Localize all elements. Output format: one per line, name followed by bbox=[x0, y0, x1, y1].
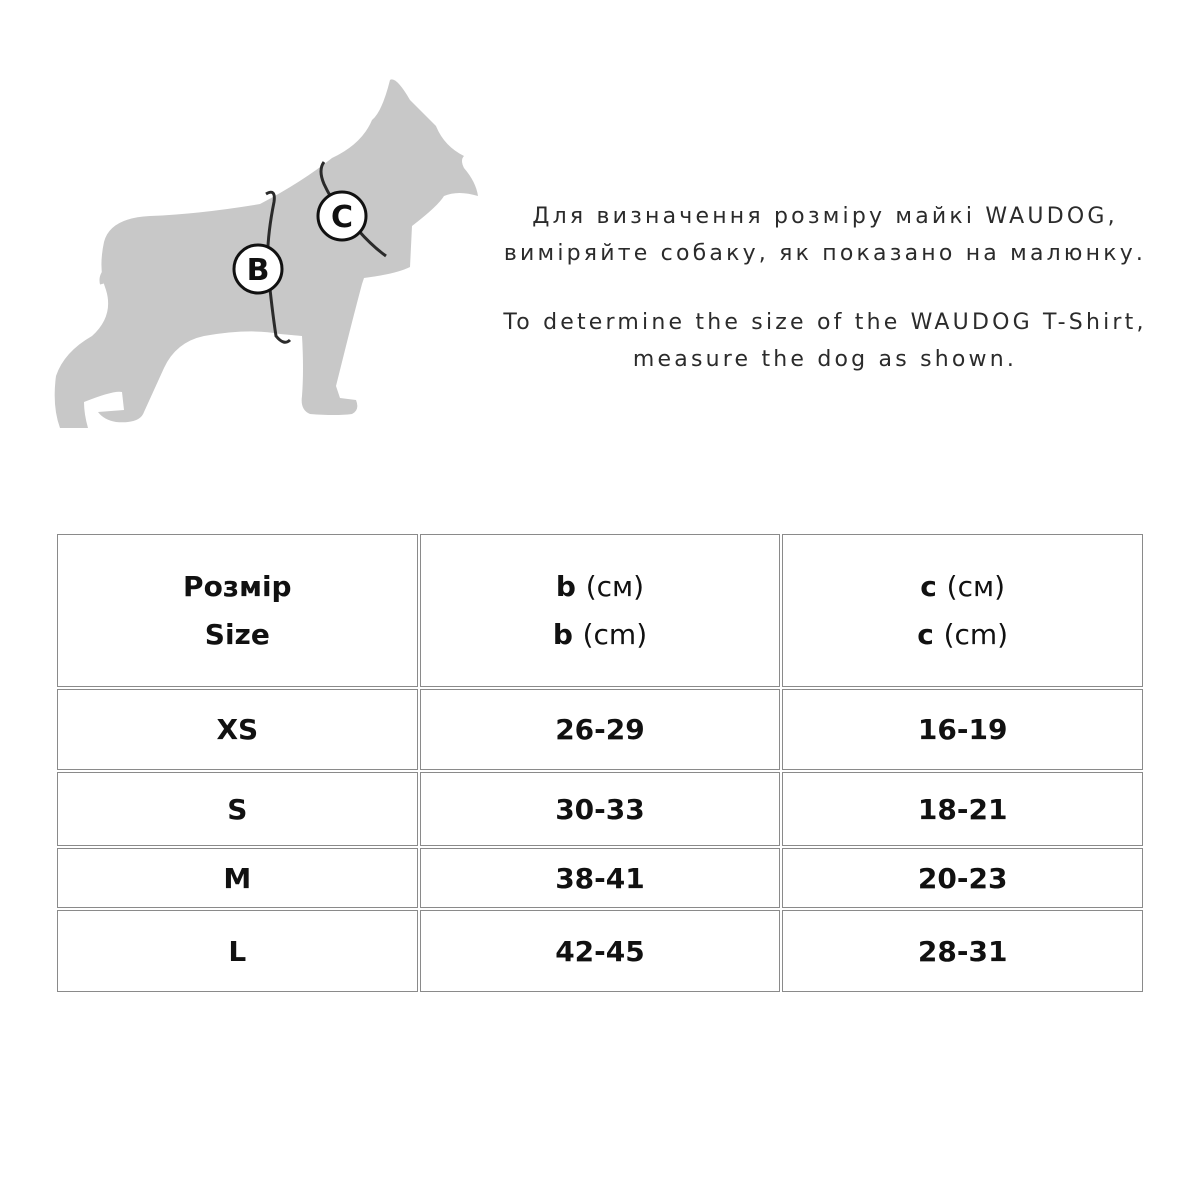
header-c-letter-uk: c bbox=[920, 569, 937, 603]
table-row bbox=[57, 848, 1143, 908]
c-value-cell: 16-19 bbox=[782, 689, 1143, 770]
header-size-en: Size bbox=[204, 617, 270, 651]
c-value-cell: 18-21 bbox=[782, 772, 1143, 846]
header-size-cell bbox=[57, 534, 418, 687]
header-b-cell bbox=[420, 534, 781, 687]
table-row bbox=[57, 772, 1143, 846]
measurement-instructions bbox=[490, 198, 1160, 378]
instructions-english: To determine the size of the WAUDOG T-Shirt, measure the dog as shown. bbox=[503, 310, 1147, 372]
size-cell: M bbox=[57, 848, 418, 908]
header-size-uk: Розмір bbox=[183, 569, 292, 603]
c-value-cell: 28-31 bbox=[782, 910, 1143, 992]
b-value-cell: 30-33 bbox=[420, 772, 781, 846]
size-cell: S bbox=[57, 772, 418, 846]
header-b-unit-uk: (см) bbox=[585, 569, 645, 603]
table-row bbox=[57, 689, 1143, 770]
dog-measurement-diagram bbox=[40, 70, 500, 450]
header-c-letter-en: c bbox=[917, 617, 934, 651]
size-chart-table bbox=[55, 532, 1145, 994]
size-cell: L bbox=[57, 910, 418, 992]
size-cell: XS bbox=[57, 689, 418, 770]
header-c-cell bbox=[782, 534, 1143, 687]
instructions-ukrainian: Для визначення розміру майкі WAUDOG, виміряйте собаку, як показано на малюнку. bbox=[503, 204, 1147, 266]
header-c-unit-uk: (см) bbox=[946, 569, 1006, 603]
c-value-cell: 20-23 bbox=[782, 848, 1143, 908]
b-value-cell: 42-45 bbox=[420, 910, 781, 992]
marker-c-label: C bbox=[330, 200, 354, 235]
header-b-letter-en: b bbox=[552, 617, 573, 651]
table-header-row bbox=[57, 534, 1143, 687]
b-value-cell: 26-29 bbox=[420, 689, 781, 770]
header-b-unit-en: (cm) bbox=[582, 617, 648, 651]
table-row bbox=[57, 910, 1143, 992]
header-b-letter-uk: b bbox=[555, 569, 576, 603]
b-value-cell: 38-41 bbox=[420, 848, 781, 908]
marker-b-label: B bbox=[246, 253, 270, 288]
header-c-unit-en: (cm) bbox=[943, 617, 1009, 651]
